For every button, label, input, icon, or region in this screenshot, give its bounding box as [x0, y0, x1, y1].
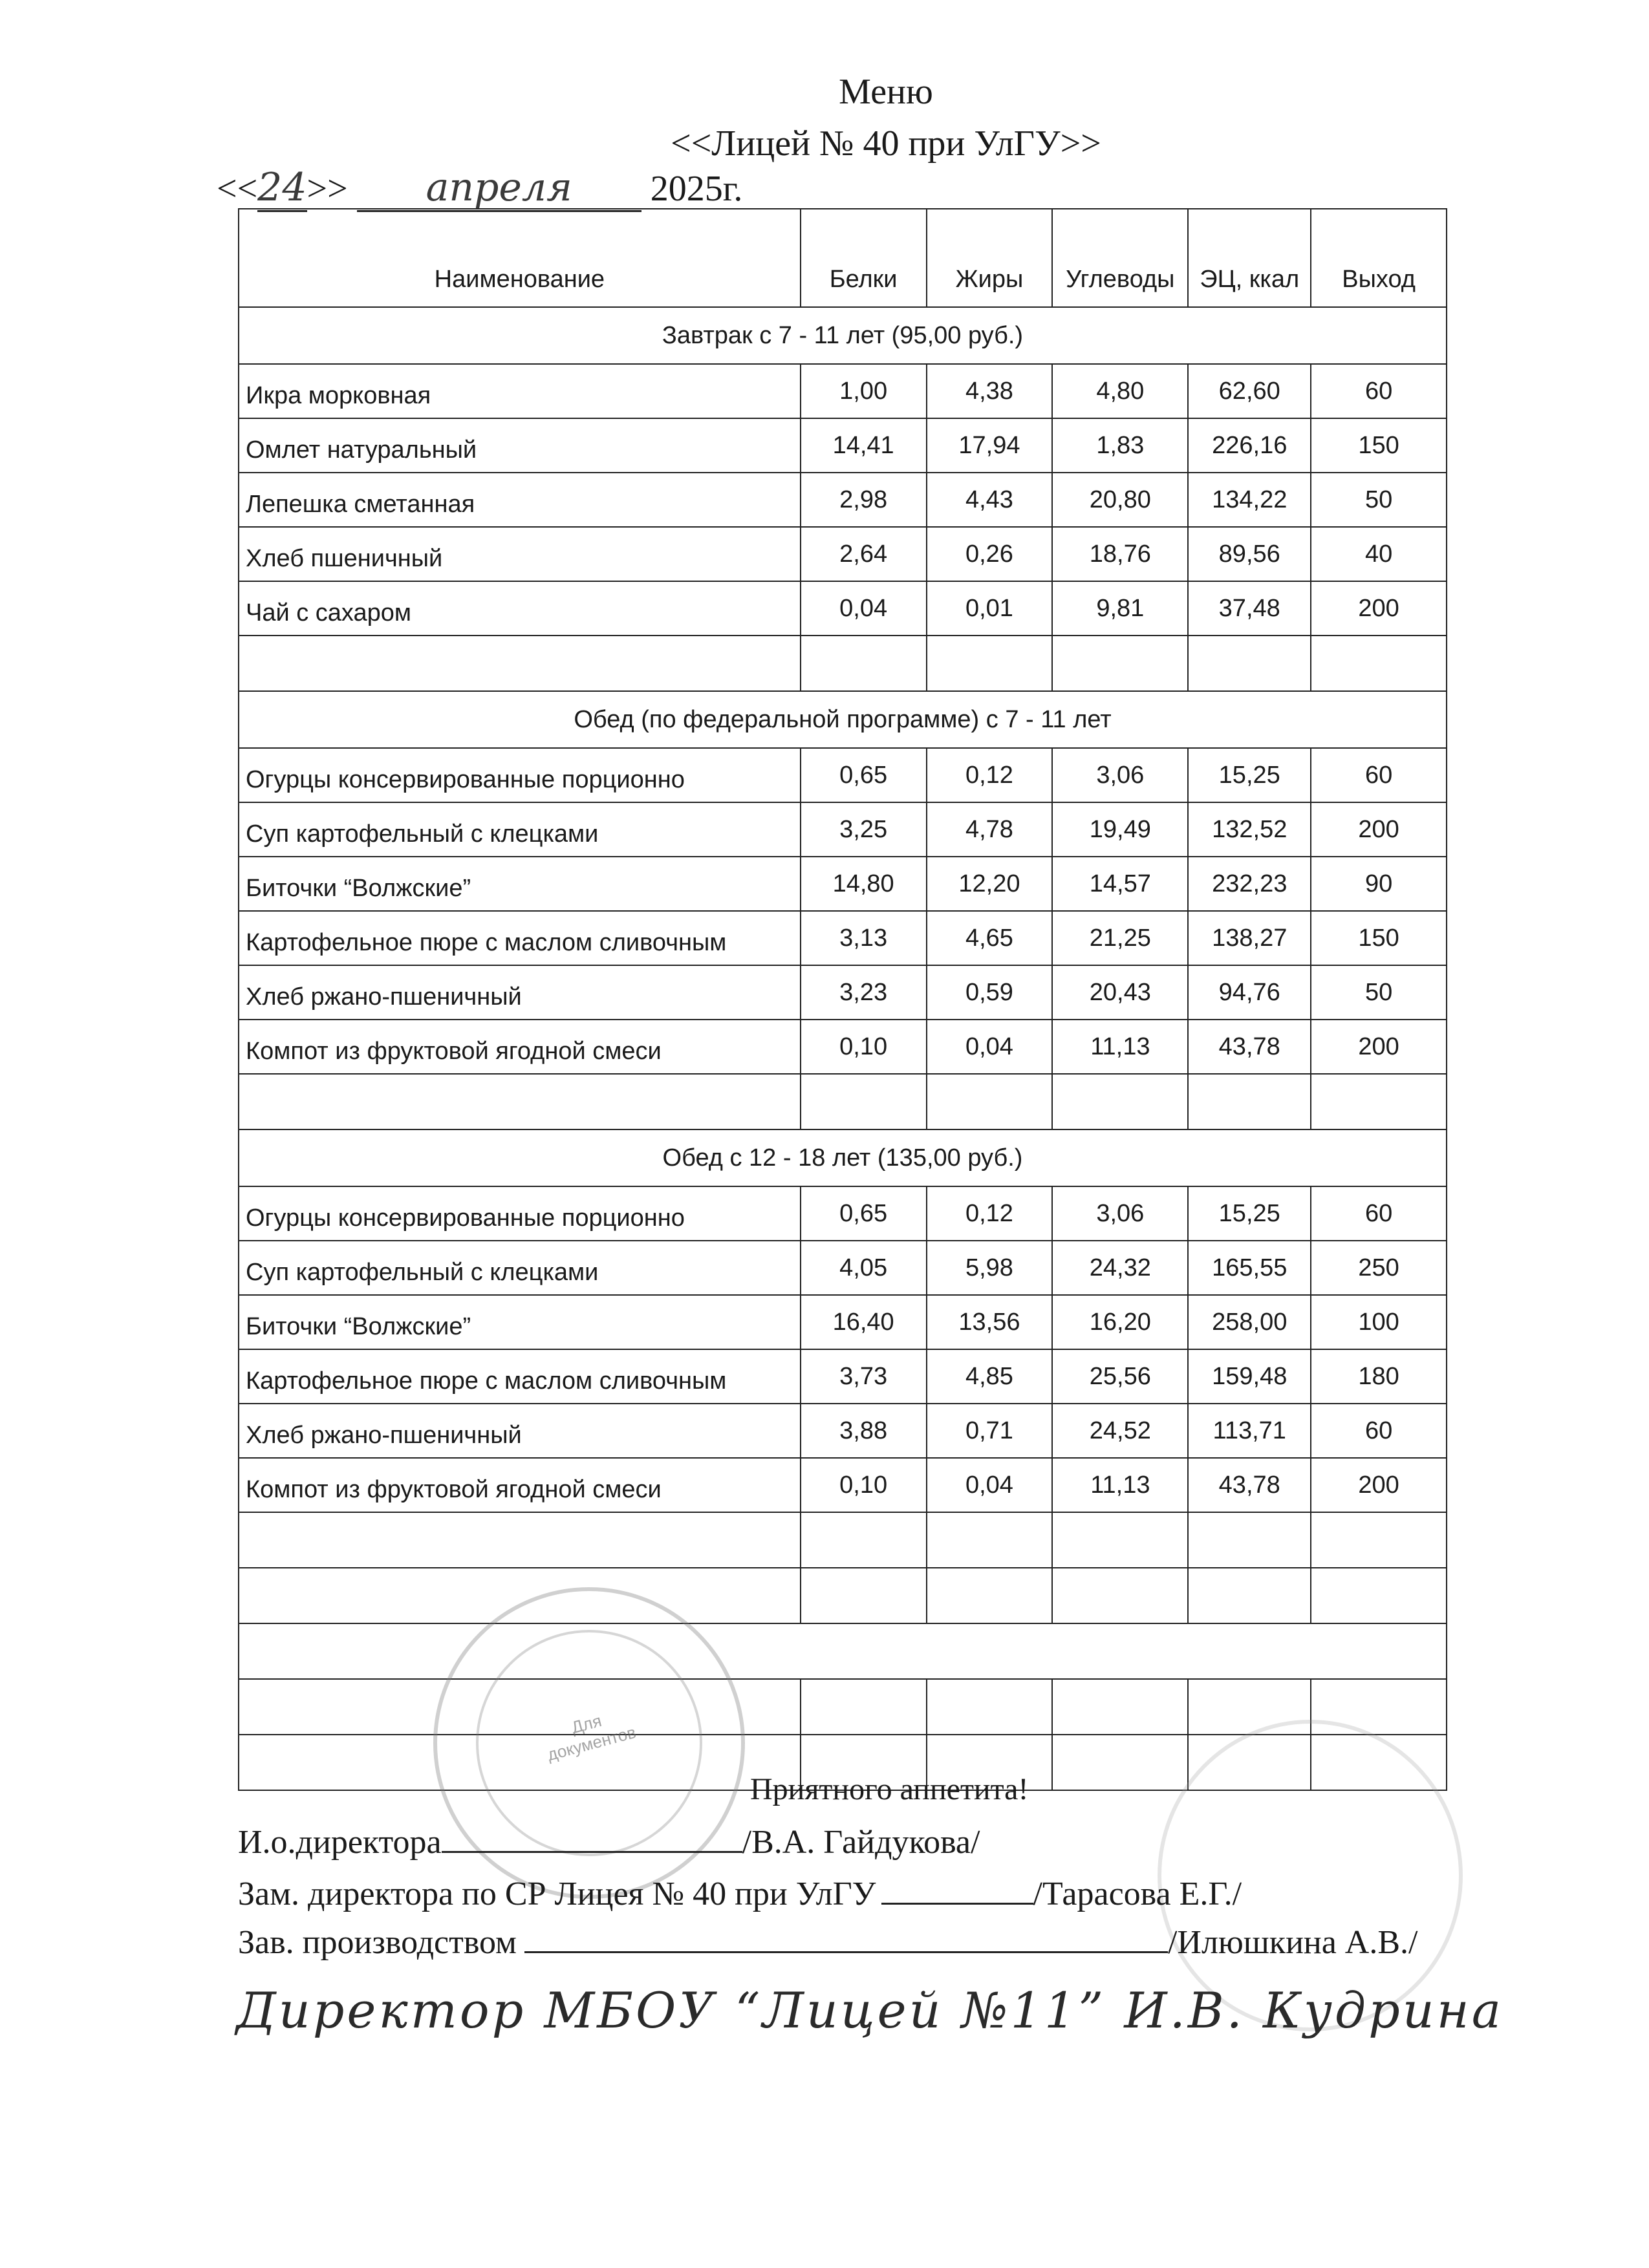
empty-cell — [1188, 1568, 1311, 1623]
empty-cell — [801, 636, 927, 691]
empty-cell — [801, 1074, 927, 1129]
sig2-name: /Тарасова Е.Г./ — [1033, 1876, 1242, 1912]
empty-cell — [801, 1568, 927, 1623]
section-header-row — [239, 307, 1447, 364]
dish-name-cell: Суп картофельный с клецками — [239, 802, 801, 857]
yield-cell: 150 — [1311, 418, 1447, 473]
kcal-cell: 89,56 — [1188, 527, 1311, 581]
fat-cell: 12,20 — [927, 857, 1053, 911]
dish-name-cell: Картофельное пюре с маслом сливочным — [239, 1349, 801, 1404]
fat-cell: 0,26 — [927, 527, 1053, 581]
menu-body — [239, 307, 1447, 1790]
table-row — [239, 1404, 1447, 1458]
signature-line-deputy — [238, 1875, 1242, 1913]
empty-row — [239, 636, 1447, 691]
kcal-cell: 94,76 — [1188, 965, 1311, 1020]
kcal-cell: 258,00 — [1188, 1295, 1311, 1349]
carbs-cell: 24,52 — [1052, 1404, 1188, 1458]
table-row — [239, 1186, 1447, 1241]
fat-cell: 0,12 — [927, 1186, 1053, 1241]
kcal-cell: 43,78 — [1188, 1458, 1311, 1512]
kcal-cell: 132,52 — [1188, 802, 1311, 857]
carbs-cell: 11,13 — [1052, 1458, 1188, 1512]
fat-cell: 4,43 — [927, 473, 1053, 527]
yield-cell: 180 — [1311, 1349, 1447, 1404]
kcal-cell: 232,23 — [1188, 857, 1311, 911]
empty-cell — [239, 636, 801, 691]
yield-cell: 60 — [1311, 1404, 1447, 1458]
empty-cell — [239, 1074, 801, 1129]
fat-cell: 0,04 — [927, 1020, 1053, 1074]
carbs-cell: 1,83 — [1052, 418, 1188, 473]
table-row — [239, 1020, 1447, 1074]
dish-name-cell: Хлеб ржано-пшеничный — [239, 1404, 801, 1458]
dish-name-cell: Омлет натуральный — [239, 418, 801, 473]
page-title: Меню — [839, 72, 933, 112]
carbs-cell: 3,06 — [1052, 748, 1188, 802]
yield-cell: 50 — [1311, 965, 1447, 1020]
protein-cell: 0,65 — [801, 748, 927, 802]
kcal-cell: 226,16 — [1188, 418, 1311, 473]
col-header-protein: Белки — [801, 209, 927, 307]
protein-cell: 0,10 — [801, 1020, 927, 1074]
fat-cell: 0,01 — [927, 581, 1053, 636]
carbs-cell: 25,56 — [1052, 1349, 1188, 1404]
dish-name-cell: Биточки “Волжские” — [239, 1295, 801, 1349]
table-row — [239, 802, 1447, 857]
protein-cell: 14,41 — [801, 418, 927, 473]
dish-name-cell: Суп картофельный с клецками — [239, 1241, 801, 1295]
col-header-kcal: ЭЦ, ккал — [1188, 209, 1311, 307]
carbs-cell: 20,43 — [1052, 965, 1188, 1020]
table-row — [239, 418, 1447, 473]
sig3-blank — [524, 1925, 1168, 1953]
protein-cell: 2,98 — [801, 473, 927, 527]
yield-cell: 200 — [1311, 1020, 1447, 1074]
dish-name-cell: Огурцы консервированные порционно — [239, 748, 801, 802]
empty-cell — [1311, 1512, 1447, 1568]
carbs-cell: 4,80 — [1052, 364, 1188, 418]
carbs-cell: 24,32 — [1052, 1241, 1188, 1295]
col-header-name: Наименование — [239, 209, 801, 307]
yield-cell: 200 — [1311, 1458, 1447, 1512]
yield-cell: 200 — [1311, 802, 1447, 857]
yield-cell: 200 — [1311, 581, 1447, 636]
section-header-row — [239, 691, 1447, 748]
table-row — [239, 1349, 1447, 1404]
signature-line-director — [238, 1823, 980, 1861]
yield-cell: 50 — [1311, 473, 1447, 527]
table-row — [239, 1295, 1447, 1349]
empty-cell — [1188, 1074, 1311, 1129]
date-line — [217, 165, 742, 212]
dish-name-cell: Компот из фруктовой ягодной смеси — [239, 1020, 801, 1074]
section-title: Обед с 12 - 18 лет (135,00 руб.) — [239, 1129, 1447, 1186]
empty-cell — [1311, 1568, 1447, 1623]
empty-cell — [1311, 1074, 1447, 1129]
yield-cell: 60 — [1311, 748, 1447, 802]
dish-name-cell: Хлеб ржано-пшеничный — [239, 965, 801, 1020]
kcal-cell: 37,48 — [1188, 581, 1311, 636]
dish-name-cell: Икра морковная — [239, 364, 801, 418]
empty-cell — [239, 1512, 801, 1568]
kcal-cell: 15,25 — [1188, 1186, 1311, 1241]
kcal-cell: 159,48 — [1188, 1349, 1311, 1404]
protein-cell: 3,23 — [801, 965, 927, 1020]
dish-name-cell: Лепешка сметанная — [239, 473, 801, 527]
protein-cell: 3,25 — [801, 802, 927, 857]
table-row — [239, 748, 1447, 802]
protein-cell: 4,05 — [801, 1241, 927, 1295]
table-row — [239, 473, 1447, 527]
carbs-cell: 9,81 — [1052, 581, 1188, 636]
protein-cell: 16,40 — [801, 1295, 927, 1349]
protein-cell: 3,73 — [801, 1349, 927, 1404]
empty-row — [239, 1074, 1447, 1129]
protein-cell: 0,10 — [801, 1458, 927, 1512]
fat-cell: 4,65 — [927, 911, 1053, 965]
fat-cell: 4,38 — [927, 364, 1053, 418]
empty-row — [239, 1512, 1447, 1568]
table-row — [239, 581, 1447, 636]
fat-cell: 0,59 — [927, 965, 1053, 1020]
fat-cell: 5,98 — [927, 1241, 1053, 1295]
carbs-cell: 19,49 — [1052, 802, 1188, 857]
fat-cell: 4,85 — [927, 1349, 1053, 1404]
school-name: <<Лицей № 40 при УлГУ>> — [671, 123, 1101, 164]
fat-cell: 0,04 — [927, 1458, 1053, 1512]
protein-cell: 14,80 — [801, 857, 927, 911]
yield-cell: 90 — [1311, 857, 1447, 911]
yield-cell: 250 — [1311, 1241, 1447, 1295]
kcal-cell: 138,27 — [1188, 911, 1311, 965]
sig2-blank — [881, 1877, 1033, 1905]
empty-cell — [1052, 1679, 1188, 1735]
protein-cell: 3,13 — [801, 911, 927, 965]
fat-cell: 17,94 — [927, 418, 1053, 473]
fat-cell: 13,56 — [927, 1295, 1053, 1349]
section-header-row — [239, 1129, 1447, 1186]
closing-phrase: Приятного аппетита! — [750, 1772, 1029, 1806]
col-header-carbs: Углеводы — [1052, 209, 1188, 307]
empty-row — [239, 1568, 1447, 1623]
carbs-cell: 16,20 — [1052, 1295, 1188, 1349]
table-row — [239, 911, 1447, 965]
carbs-cell: 3,06 — [1052, 1186, 1188, 1241]
empty-cell — [801, 1512, 927, 1568]
empty-cell — [1052, 1735, 1188, 1790]
empty-cell — [239, 1623, 1447, 1679]
dish-name-cell: Чай с сахаром — [239, 581, 801, 636]
dish-name-cell: Биточки “Волжские” — [239, 857, 801, 911]
protein-cell: 0,04 — [801, 581, 927, 636]
col-header-yield: Выход — [1311, 209, 1447, 307]
kcal-cell: 113,71 — [1188, 1404, 1311, 1458]
sig3-label: Зав. производством — [238, 1924, 517, 1961]
carbs-cell: 21,25 — [1052, 911, 1188, 965]
date-year: 2025г. — [650, 169, 743, 209]
empty-cell — [1052, 1512, 1188, 1568]
yield-cell: 60 — [1311, 364, 1447, 418]
empty-cell — [927, 636, 1053, 691]
fat-cell: 4,78 — [927, 802, 1053, 857]
date-day: 24 — [257, 165, 307, 212]
empty-cell — [927, 1074, 1053, 1129]
empty-row — [239, 1623, 1447, 1679]
empty-cell — [801, 1679, 927, 1735]
date-prefix: << — [217, 169, 258, 209]
protein-cell: 3,88 — [801, 1404, 927, 1458]
section-title: Завтрак с 7 - 11 лет (95,00 руб.) — [239, 307, 1447, 364]
col-header-fat: Жиры — [927, 209, 1053, 307]
carbs-cell: 14,57 — [1052, 857, 1188, 911]
seal-center-text: Для документов — [545, 1710, 638, 1765]
table-row — [239, 364, 1447, 418]
dish-name-cell: Компот из фруктовой ягодной смеси — [239, 1458, 801, 1512]
yield-cell: 60 — [1311, 1186, 1447, 1241]
sig2-label: Зам. директора по СР Лицея № 40 при УлГУ — [238, 1876, 876, 1912]
empty-cell — [927, 1568, 1053, 1623]
empty-cell — [1052, 636, 1188, 691]
handwritten-approval: Директор МБОУ “Лицей №11” И.В. Кудрина — [236, 1982, 1504, 2039]
table-row — [239, 1458, 1447, 1512]
kcal-cell: 43,78 — [1188, 1020, 1311, 1074]
carbs-cell: 20,80 — [1052, 473, 1188, 527]
table-row — [239, 1241, 1447, 1295]
sig3-name: /Илюшкина А.В./ — [1167, 1924, 1418, 1961]
sig1-name: /В.А. Гайдукова/ — [742, 1824, 980, 1861]
signature-line-production — [238, 1923, 1418, 1962]
kcal-cell: 62,60 — [1188, 364, 1311, 418]
empty-cell — [1052, 1074, 1188, 1129]
fat-cell: 0,12 — [927, 748, 1053, 802]
table-row — [239, 857, 1447, 911]
empty-cell — [1188, 1512, 1311, 1568]
menu-table — [238, 208, 1447, 1791]
empty-cell — [1311, 636, 1447, 691]
date-mid: >> — [307, 169, 348, 209]
yield-cell: 40 — [1311, 527, 1447, 581]
carbs-cell: 18,76 — [1052, 527, 1188, 581]
dish-name-cell: Хлеб пшеничный — [239, 527, 801, 581]
protein-cell: 0,65 — [801, 1186, 927, 1241]
empty-cell — [927, 1512, 1053, 1568]
dish-name-cell: Картофельное пюре с маслом сливочным — [239, 911, 801, 965]
fat-cell: 0,71 — [927, 1404, 1053, 1458]
kcal-cell: 165,55 — [1188, 1241, 1311, 1295]
section-title: Обед (по федеральной программе) с 7 - 11 лет — [239, 691, 1447, 748]
sig1-label: И.о.директора — [238, 1824, 442, 1861]
table-header-row — [239, 209, 1447, 307]
kcal-cell: 134,22 — [1188, 473, 1311, 527]
date-month: апреля — [357, 165, 641, 212]
sig1-blank — [442, 1825, 742, 1853]
protein-cell: 1,00 — [801, 364, 927, 418]
table-row — [239, 965, 1447, 1020]
dish-name-cell: Огурцы консервированные порционно — [239, 1186, 801, 1241]
yield-cell: 150 — [1311, 911, 1447, 965]
empty-cell — [1188, 636, 1311, 691]
table-row — [239, 527, 1447, 581]
empty-cell — [927, 1679, 1053, 1735]
yield-cell: 100 — [1311, 1295, 1447, 1349]
protein-cell: 2,64 — [801, 527, 927, 581]
carbs-cell: 11,13 — [1052, 1020, 1188, 1074]
kcal-cell: 15,25 — [1188, 748, 1311, 802]
empty-cell — [1052, 1568, 1188, 1623]
